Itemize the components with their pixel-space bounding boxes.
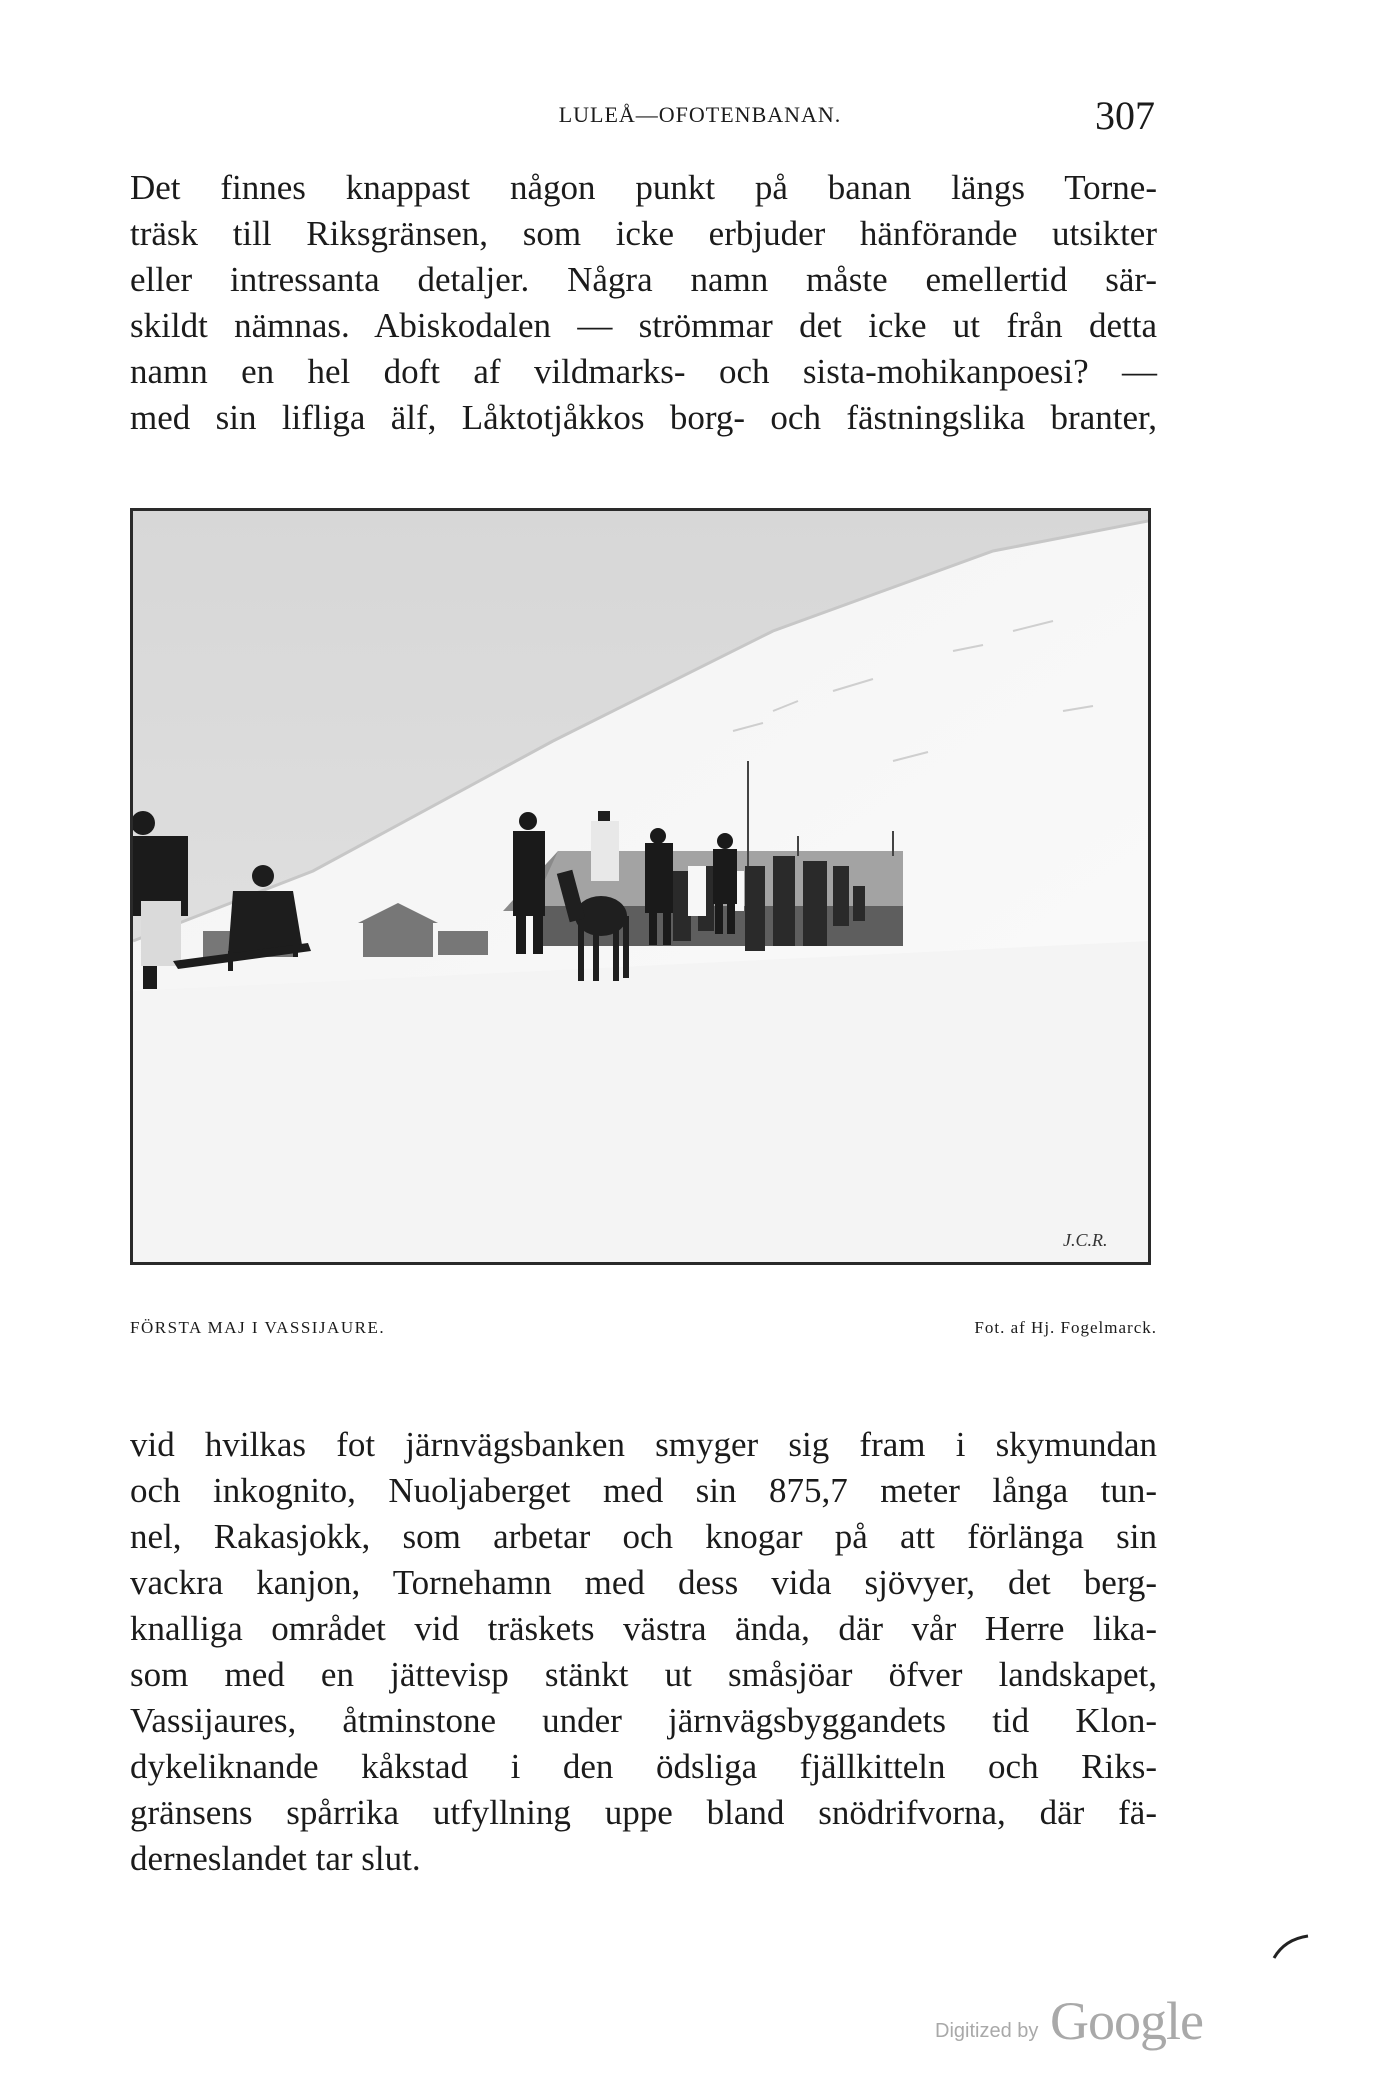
text-line: eller intressanta detaljer. Några namn måste emellertid sär- (130, 260, 1157, 299)
text-line: knalliga området vid träskets västra ända, där vår Herre lika- (130, 1609, 1157, 1648)
text-line: nel, Rakasjokk, som arbetar och knogar på att förlänga sin (130, 1517, 1157, 1556)
text-line: dykeliknande kåkstad i den ödsliga fjällkitteln och Riks- (130, 1747, 1157, 1786)
watermark-brand: Google (1050, 1991, 1203, 2051)
text-line: Vassijaures, åtminstone under järnvägsbyggandets tid Klon- (130, 1701, 1157, 1740)
scan-mark-icon (1272, 1932, 1312, 1962)
text-line: namn en hel doft af vildmarks- och sista-mohikanpoesi? — (130, 352, 1157, 391)
caption-title: FÖRSTA MAJ I VASSIJAURE. (130, 1318, 386, 1337)
page-number: 307 (1095, 93, 1155, 138)
text-line: som med en jättevisp stänkt ut småsjöar öfver landskapet, (130, 1655, 1157, 1694)
paragraph-1 (130, 165, 1157, 441)
figure-caption (130, 1318, 1157, 1348)
text-line-last: derneslandet tar slut. (130, 1839, 421, 1878)
caption-credit: Fot. af Hj. Fogelmarck. (974, 1318, 1157, 1337)
text-line: vid hvilkas fot järnvägsbanken smyger sig fram i skymundan (130, 1425, 1157, 1464)
running-head (0, 93, 1400, 140)
text-line: med sin lifliga älf, Låktotjåkkos borg- och fästningslika branter, (130, 398, 1157, 437)
text-line: träsk till Riksgränsen, som icke erbjuder hänförande utsikter (130, 214, 1157, 253)
text-line: gränsens spårrika utfyllning uppe bland snödrifvorna, där fä- (130, 1793, 1157, 1832)
running-title: LULEÅ—OFOTENBANAN. (558, 102, 842, 127)
text-line: Det finnes knappast någon punkt på banan längs Torne- (130, 168, 1157, 207)
text-line: vackra kanjon, Tornehamn med dess vida sjövyer, det berg- (130, 1563, 1157, 1602)
artist-signature: J.C.R. (1063, 1230, 1108, 1250)
watermark-prefix: Digitized by (935, 2020, 1039, 2042)
text-line: och inkognito, Nuoljaberget med sin 875,7 meter långa tun- (130, 1471, 1157, 1510)
photo-first-of-may-vassijaure (130, 508, 1151, 1265)
text-line: skildt nämnas. Abiskodalen — strömmar det icke ut från detta (130, 306, 1157, 345)
paragraph-2 (130, 1422, 1157, 1882)
